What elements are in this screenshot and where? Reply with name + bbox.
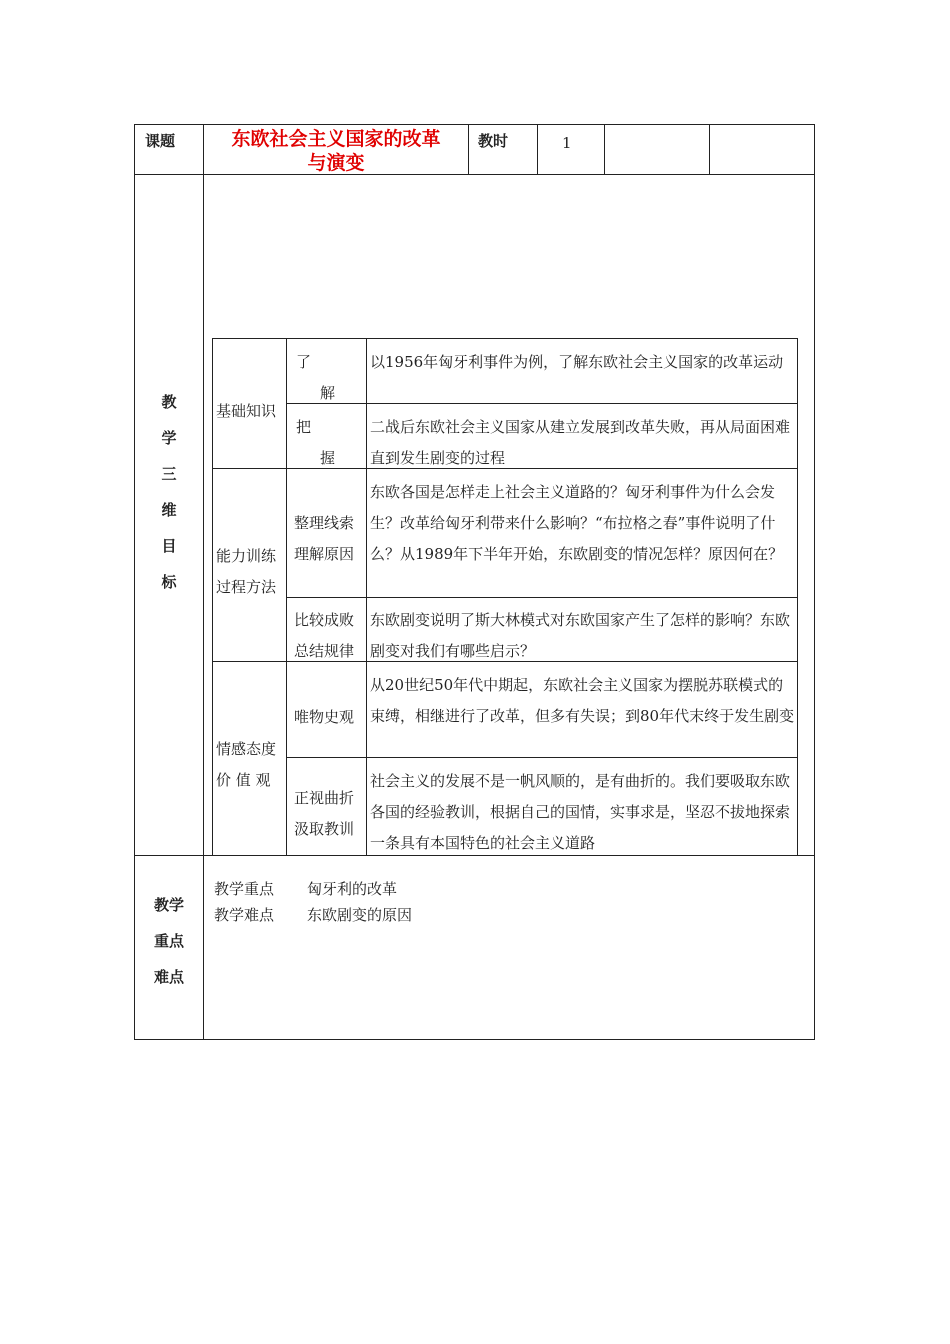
emotion-row1-label: 唯物史观	[294, 708, 355, 726]
inner-border-right	[797, 338, 798, 855]
inner-divider-understand	[286, 403, 797, 404]
lesson-title-line1: 东欧社会主义国家的改革	[231, 128, 441, 150]
header-divider-3	[604, 124, 605, 174]
grasp-text: 二战后东欧社会主义国家从建立发展到改革失败，再从局面困难直到发生剧变的过程	[370, 418, 791, 467]
emotion-row2-text: 社会主义的发展不是一帆风顺的，是有曲折的。我们要吸取东欧各国的经验教训，根据自己的国情，实事求是，坚忍不拔地探索一条具有本国特色的社会主义道路	[370, 772, 791, 852]
difficulty-value: 东欧剧变的原因	[307, 906, 413, 924]
goals-side-char-6: 标	[161, 573, 177, 591]
ability-row2-label	[294, 605, 354, 667]
inner-divider-ability-row1	[286, 597, 797, 598]
period-value: 1	[562, 134, 572, 152]
ability-category-line2: 过程方法	[216, 578, 277, 596]
emotion-row2-label	[294, 783, 354, 845]
ability-row1-text: 东欧各国是怎样走上社会主义道路的？匈牙利事件为什么会发生？改革给匈牙利带来什么影响？“布拉格之春”事件说明了什么？从1989年下半年开始，东欧剧变的情况怎样？原因何在？	[370, 483, 784, 563]
ability-row1-label-line2: 理解原因	[294, 545, 355, 563]
key-points-side-label	[148, 887, 190, 995]
ability-category-line1: 能力训练	[216, 547, 277, 565]
header-divider-2	[537, 124, 538, 174]
inner-divider-emotion-row1	[286, 757, 797, 758]
ability-row2-text: 东欧剧变说明了斯大林模式对东欧国家产生了怎样的影响？东欧剧变对我们有哪些启示？	[370, 611, 791, 660]
ability-row1-label	[294, 508, 354, 570]
ability-row1-label-line1: 整理线索	[294, 514, 355, 532]
grasp-label-a: 把	[296, 418, 312, 436]
topic-label: 课题	[145, 132, 176, 150]
ability-row2-label-line1: 比较成败	[294, 611, 355, 629]
focus-value: 匈牙利的改革	[307, 880, 398, 898]
key-points-side-line1: 教学	[153, 896, 184, 914]
header-divider-4	[709, 124, 710, 174]
goals-side-char-4: 维	[161, 501, 177, 519]
goals-side-char-5: 目	[161, 537, 177, 555]
period-label: 教时	[478, 132, 509, 150]
focus-label: 教学重点	[214, 880, 275, 898]
table-border-left	[134, 124, 135, 1039]
understand-label-b: 解	[320, 384, 336, 402]
emotion-row2-label-line2: 汲取教训	[294, 820, 355, 838]
understand-label-a: 了	[296, 353, 312, 371]
label-column-divider	[203, 124, 204, 1039]
emotion-row1-text: 从20世纪50年代中期起，东欧社会主义国家为摆脱苏联模式的束缚，相继进行了改革，但多有失误；到80年代末终于发生剧变	[370, 676, 795, 725]
difficulty-label: 教学难点	[214, 906, 275, 924]
ability-category	[216, 541, 276, 603]
key-points-side-line2: 重点	[153, 932, 184, 950]
lesson-title	[205, 127, 467, 175]
goals-side-label	[159, 384, 179, 600]
header-divider-1	[468, 124, 469, 174]
goals-side-char-1: 教	[161, 393, 177, 411]
table-border-bottom	[134, 1039, 815, 1040]
ability-row2-label-line2: 总结规律	[294, 642, 355, 660]
goals-side-char-3: 三	[161, 465, 177, 483]
grasp-label-b: 握	[320, 449, 336, 467]
table-border-right	[814, 124, 815, 1039]
emotion-category	[216, 734, 276, 796]
inner-border-top	[212, 338, 797, 339]
lesson-title-line2: 与演变	[307, 152, 365, 174]
basic-category: 基础知识	[216, 402, 277, 420]
inner-border-left	[212, 338, 213, 855]
emotion-row2-label-line1: 正视曲折	[294, 789, 355, 807]
emotion-category-line2: 价 值 观	[216, 771, 271, 789]
key-points-side-line3: 难点	[153, 968, 184, 986]
goals-side-char-2: 学	[161, 429, 177, 447]
emotion-category-line1: 情感态度	[216, 740, 277, 758]
table-border-top	[134, 124, 815, 125]
understand-text: 以1956年匈牙利事件为例，了解东欧社会主义国家的改革运动	[370, 353, 784, 371]
